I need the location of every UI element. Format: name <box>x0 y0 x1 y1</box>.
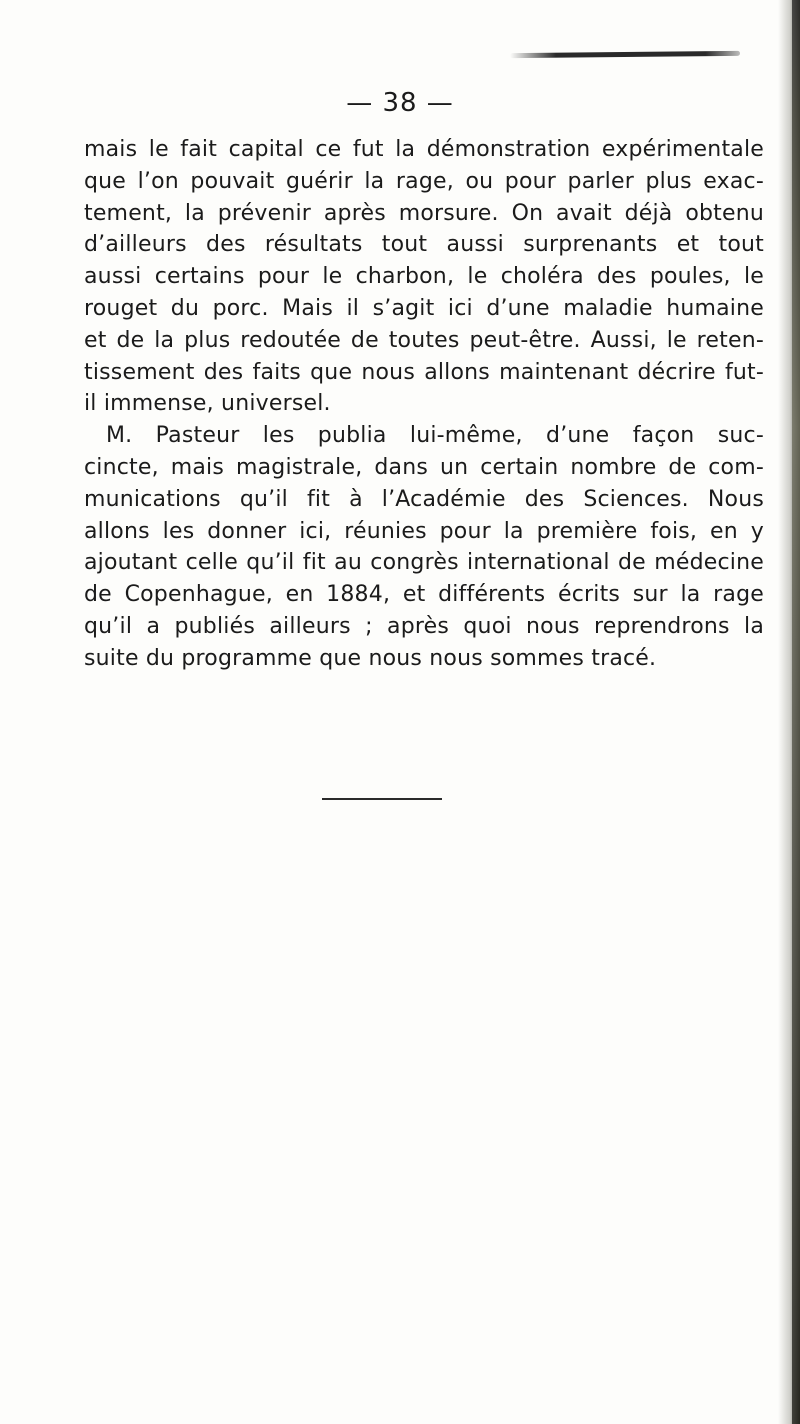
text-line: de Copenhague, en 1884, et différents écrits sur la rage <box>84 582 764 608</box>
text-line: ajoutant celle qu’il fit au congrès international de médecine <box>84 550 764 576</box>
text-line: rouget du porc. Mais il s’agit ici d’une maladie humaine <box>84 295 764 321</box>
text-line: d’ailleurs des résultats tout aussi surprenants et tout <box>84 232 764 258</box>
body-text <box>84 134 764 675</box>
text-line: tement, la prévenir après morsure. On avait déjà obtenu <box>84 200 764 226</box>
text-line: il immense, universel. <box>84 391 331 417</box>
text-line: suite du programme que nous nous sommes tracé. <box>84 645 657 671</box>
text-line: qu’il a publiés ailleurs ; après quoi nous reprendrons la <box>84 613 764 639</box>
text-line: et de la plus redoutée de toutes peut-être. Aussi, le reten- <box>84 327 764 353</box>
text-line: que l’on pouvait guérir la rage, ou pour parler plus exac- <box>84 168 764 194</box>
page-number: — 38 — <box>346 88 454 118</box>
text-line-paragraph-start: M. Pasteur les publia lui-même, d’une façon suc- <box>106 423 764 449</box>
text-line: munications qu’il fit à l’Académie des Sciences. Nous <box>84 486 764 512</box>
closing-rule <box>322 798 442 800</box>
text-line: mais le fait capital ce fut la démonstration expérimentale <box>84 137 764 162</box>
text-line: aussi certains pour le charbon, le choléra des poules, le <box>84 264 764 290</box>
text-line: tissement des faits que nous allons maintenant décrire fut- <box>84 359 764 385</box>
text-line: cincte, mais magistrale, dans un certain nombre de com- <box>84 454 764 480</box>
text-line: allons les donner ici, réunies pour la première fois, en y <box>84 518 764 544</box>
top-ink-rule <box>510 51 740 58</box>
page-edge-binding <box>792 0 800 1424</box>
